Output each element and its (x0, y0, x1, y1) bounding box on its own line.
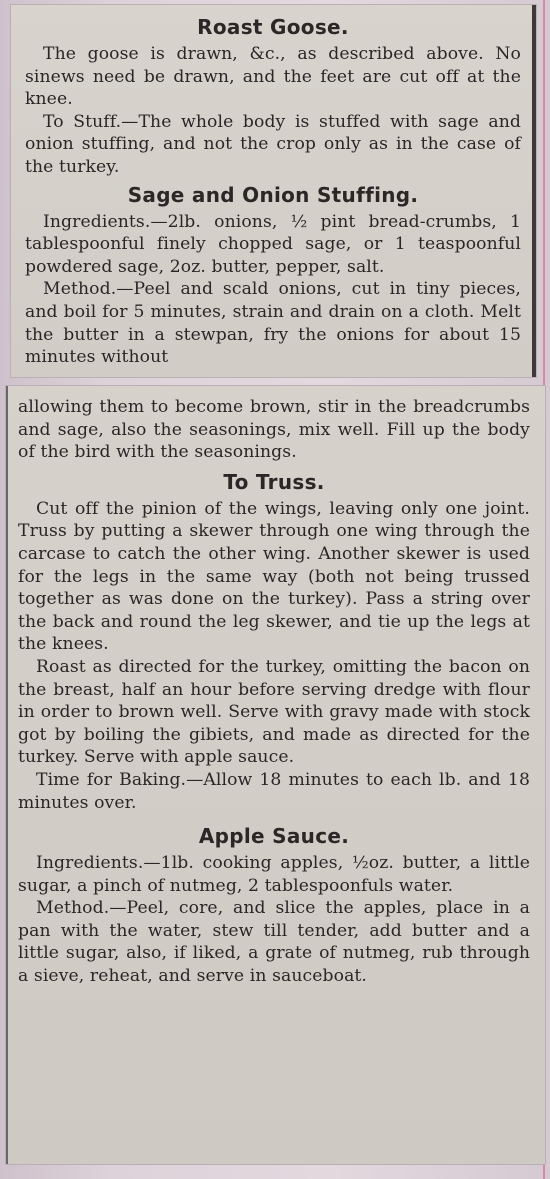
paragraph-stuffing-ingredients: Ingredients.—2lb. onions, ½ pint bread-crumbs, 1 tablespoonful finely chopped sage, or 1 teaspoonful powdered sage, 2oz. butter, pepper, salt. (25, 211, 521, 277)
paragraph-apple-ingredients: Ingredients.—1lb. cooking apples, ½oz. butter, a little sugar, a pinch of nutmeg, 2 tablespoonfuls water. (18, 853, 530, 896)
heading-roast-goose: Roast Goose. (197, 15, 349, 39)
paragraph-roast-instructions: Roast as directed for the turkey, omitting the bacon on the breast, half an hour before serving dredge with flour in order to brown well. Serve with gravy made with stock got by boiling the gibiets, and made as directed for the turkey. Serve with apple sauce. (18, 656, 530, 768)
paragraph-stuffing-continued: allowing them to become brown, stir in the breadcrumbs and sage, also the seasonings, mix well. Fill up the body of the bird with the seasonings. (18, 397, 530, 463)
newspaper-clipping-bottom (6, 386, 545, 1164)
paragraph-stuffing-method: Method.—Peel and scald onions, cut in tiny pieces, and boil for 5 minutes, strain and drain on a cloth. Melt the butter in a stewpan, fry the onions for about 15 minutes without (25, 279, 521, 368)
paragraph-baking-time: Time for Baking.—Allow 18 minutes to each lb. and 18 minutes over. (18, 769, 530, 813)
newspaper-clipping-top (11, 5, 536, 377)
clipping-text-bottom (18, 396, 530, 988)
heading-apple-sauce: Apple Sauce. (198, 824, 350, 849)
paragraph-to-stuff: To Stuff.—The whole body is stuffed with sage and onion stuffing, and not the crop only as in the case of the turkey. (25, 111, 521, 177)
paragraph-apple-method: Method.—Peel, core, and slice the apples, place in a pan with the water, stew till tender, add butter and a little sugar, also, if liked, a grate of nutmeg, rub through a sieve, reheat, and serve in sauceboat. (18, 898, 530, 987)
clipping-text-top (25, 15, 521, 369)
paragraph-goose-drawn: The goose is drawn, &c., as described above. No sinews need be drawn, and the feet are cut off at the knee. (25, 44, 521, 110)
heading-to-truss: To Truss. (223, 469, 325, 494)
paragraph-truss-instructions: Cut off the pinion of the wings, leaving only one joint. Truss by putting a skewer through one wing through the carcase to catch the other wing. Another skewer is used for the legs in the same way (both not being trussed together as was done on the turkey). Pass a string over the back and round the leg skewer, and tie up the legs at the knees. (18, 498, 530, 655)
heading-sage-onion-stuffing: Sage and Onion Stuffing. (127, 182, 419, 207)
